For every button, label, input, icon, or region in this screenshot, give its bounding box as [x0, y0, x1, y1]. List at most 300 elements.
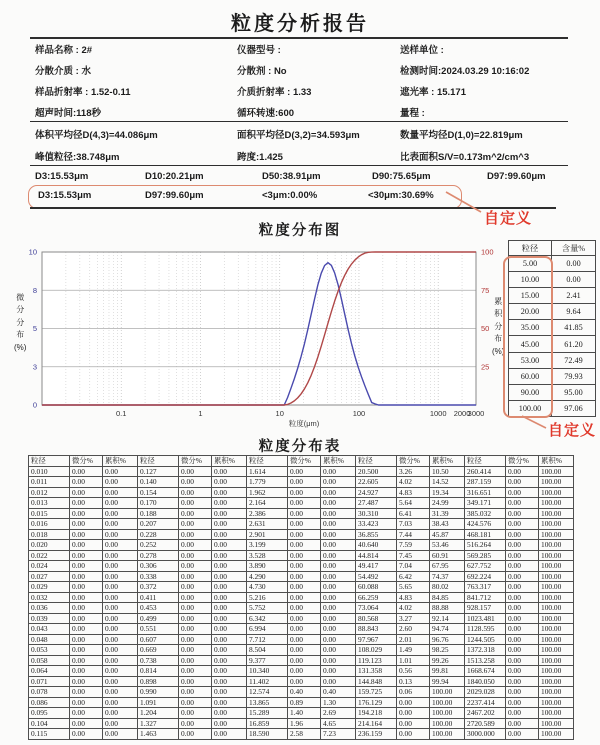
main-table-cell: 0.00	[70, 697, 103, 708]
main-table-cell: 60.91	[430, 550, 465, 561]
main-table-cell: 22.605	[356, 477, 397, 488]
custom-percentile-value: <3μm:0.00%	[262, 190, 318, 201]
main-table-cell: 0.00	[506, 634, 539, 645]
main-table-cell: 0.00	[179, 487, 212, 498]
main-table-row	[29, 561, 574, 572]
info-field: 循环转速:600	[237, 108, 295, 119]
axis-label-char: 分	[494, 321, 503, 331]
main-table-cell: 0.00	[70, 498, 103, 509]
main-table-cell: 0.00	[70, 529, 103, 540]
main-table-cell: 0.00	[179, 561, 212, 572]
info-field: 量程 :	[400, 108, 425, 119]
side-table-highlight-box	[503, 256, 553, 418]
main-table-cell: 53.46	[430, 540, 465, 551]
main-table-row	[29, 687, 574, 698]
main-table-cell: 0.338	[138, 571, 179, 582]
main-table-cell: 0.00	[179, 718, 212, 729]
side-table-cell: 9.64	[552, 304, 596, 320]
side-table-cell: 45.00	[509, 336, 552, 352]
main-table-cell: 385.032	[465, 508, 506, 519]
main-table-cell: 0.00	[288, 540, 321, 551]
main-table-cell: 0.00	[506, 540, 539, 551]
main-table-cell: 1513.258	[465, 655, 506, 666]
main-table-cell: 0.00	[288, 487, 321, 498]
divider	[30, 37, 568, 39]
right-tick-label: 50	[481, 324, 490, 334]
main-table-cell: 0.00	[179, 624, 212, 635]
main-table-cell: 0.064	[29, 666, 70, 677]
main-table-cell: 100.00	[539, 624, 574, 635]
main-table-cell: 0.00	[103, 613, 138, 624]
main-table-row	[29, 477, 574, 488]
main-table-cell: 0.00	[70, 655, 103, 666]
main-table-cell: 0.00	[179, 498, 212, 509]
side-table-cell: 0.00	[552, 256, 596, 272]
main-table-cell: 0.00	[506, 687, 539, 698]
main-table-cell: 0.814	[138, 666, 179, 677]
main-table-cell: 0.00	[321, 487, 356, 498]
main-table-cell: 66.259	[356, 592, 397, 603]
main-table-cell: 0.00	[70, 519, 103, 530]
main-table-row	[29, 498, 574, 509]
main-table-cell: 0.00	[506, 550, 539, 561]
custom-percentile-value: <30μm:30.69%	[368, 190, 434, 201]
main-table-cell: 0.00	[288, 613, 321, 624]
main-table-cell: 1.96	[288, 718, 321, 729]
main-table-cell: 0.00	[506, 582, 539, 593]
main-table-cell: 0.00	[179, 519, 212, 530]
main-table-cell: 0.00	[103, 540, 138, 551]
main-table-cell: 0.00	[506, 519, 539, 530]
main-table-cell: 0.00	[288, 466, 321, 477]
main-table-cell: 0.039	[29, 613, 70, 624]
main-table-cell: 0.00	[103, 666, 138, 677]
x-tick-label: 3000	[467, 409, 485, 418]
axis-label-char: 布	[16, 330, 25, 340]
main-table-cell: 0.013	[29, 498, 70, 509]
main-table-cell: 0.115	[29, 729, 70, 740]
main-table-cell: 763.317	[465, 582, 506, 593]
main-table-cell: 0.00	[506, 561, 539, 572]
main-table-cell: 0.499	[138, 613, 179, 624]
main-table-cell: 0.00	[70, 718, 103, 729]
main-table-cell: 0.00	[103, 529, 138, 540]
main-table-cell: 0.00	[212, 561, 247, 572]
percentile-value: D10:20.21μm	[145, 171, 204, 182]
x-tick-label: 0.1	[116, 409, 127, 418]
main-table-cell: 0.00	[212, 529, 247, 540]
main-table-cell: 4.83	[397, 487, 430, 498]
main-table-cell: 0.00	[103, 676, 138, 687]
main-table-cell: 2.01	[397, 634, 430, 645]
main-table-cell: 0.00	[288, 519, 321, 530]
main-table-cell: 0.00	[288, 624, 321, 635]
main-table-cell: 92.14	[430, 613, 465, 624]
main-table-cell: 0.00	[179, 466, 212, 477]
axis-label-char: 累	[494, 297, 503, 306]
main-table-cell: 3.26	[397, 466, 430, 477]
main-table-cell: 88.88	[430, 603, 465, 614]
main-table-cell: 74.37	[430, 571, 465, 582]
main-table-cell: 692.224	[465, 571, 506, 582]
main-table-cell: 0.078	[29, 687, 70, 698]
main-table-cell: 99.94	[430, 676, 465, 687]
main-table-cell: 0.898	[138, 676, 179, 687]
main-table-cell: 0.00	[288, 666, 321, 677]
main-table-cell: 96.76	[430, 634, 465, 645]
main-table-cell: 0.00	[397, 708, 430, 719]
main-table-cell: 0.00	[212, 624, 247, 635]
side-table-cell: 5.00	[509, 256, 552, 272]
main-table-cell: 5.65	[397, 582, 430, 593]
main-table-cell: 0.00	[103, 571, 138, 582]
side-table-cell: 61.20	[552, 336, 596, 352]
main-table-cell: 60.088	[356, 582, 397, 593]
main-table-cell: 0.00	[103, 718, 138, 729]
main-table-cell: 0.00	[288, 529, 321, 540]
percentile-row	[35, 171, 575, 185]
main-table-cell: 11.402	[247, 676, 288, 687]
main-table-cell: 100.00	[539, 508, 574, 519]
right-tick-label: 75	[481, 285, 490, 295]
main-table-cell: 3.528	[247, 550, 288, 561]
main-table-cell: 0.00	[321, 466, 356, 477]
main-table-cell: 6.41	[397, 508, 430, 519]
main-table-cell: 0.022	[29, 550, 70, 561]
main-table-cell: 1.40	[288, 708, 321, 719]
main-table-cell: 1128.595	[465, 624, 506, 635]
main-table-cell: 88.843	[356, 624, 397, 635]
main-table-cell: 159.725	[356, 687, 397, 698]
main-table-cell: 0.086	[29, 697, 70, 708]
main-table-cell: 0.00	[103, 697, 138, 708]
left-tick-label: 10	[28, 247, 37, 257]
main-table-cell: 100.00	[539, 498, 574, 509]
main-table-cell: 0.00	[179, 666, 212, 677]
main-table-cell: 0.010	[29, 466, 70, 477]
main-table-cell: 0.00	[179, 655, 212, 666]
main-table-header: 累积%	[103, 456, 138, 467]
main-table-cell: 0.053	[29, 645, 70, 656]
main-table-cell: 0.00	[212, 687, 247, 698]
main-table-cell: 0.00	[212, 519, 247, 530]
main-table-cell: 94.74	[430, 624, 465, 635]
info-field: 检测时间:2024.03.29 10:16:02	[400, 66, 530, 77]
main-table-cell: 0.56	[397, 666, 430, 677]
main-table-cell: 7.712	[247, 634, 288, 645]
main-table-cell: 0.012	[29, 487, 70, 498]
main-table-cell: 1.49	[397, 645, 430, 656]
main-table-row	[29, 697, 574, 708]
main-table-cell: 80.568	[356, 613, 397, 624]
main-table-cell: 0.00	[179, 603, 212, 614]
main-table-cell: 18.590	[247, 729, 288, 740]
main-table-cell: 67.95	[430, 561, 465, 572]
main-table-cell: 84.85	[430, 592, 465, 603]
main-table-row	[29, 466, 574, 477]
main-table-cell: 20.500	[356, 466, 397, 477]
main-table-header-row	[29, 456, 574, 467]
stat-field: 跨度:1.425	[237, 152, 283, 163]
main-table-row	[29, 592, 574, 603]
main-table-cell: 4.290	[247, 571, 288, 582]
side-table-cell: 100.00	[509, 400, 552, 416]
main-table-cell: 100.00	[539, 466, 574, 477]
stat-field: 峰值粒径:38.748μm	[35, 152, 120, 163]
main-table-cell: 8.504	[247, 645, 288, 656]
main-table-cell: 0.00	[103, 561, 138, 572]
info-field: 样品名称 : 2#	[35, 45, 93, 56]
main-table-cell: 0.058	[29, 655, 70, 666]
main-table-cell: 0.00	[103, 466, 138, 477]
main-table-cell: 0.104	[29, 718, 70, 729]
main-table-cell: 0.228	[138, 529, 179, 540]
main-table-cell: 7.44	[397, 529, 430, 540]
main-table-cell: 0.032	[29, 592, 70, 603]
main-table-cell: 0.00	[70, 550, 103, 561]
main-table-cell: 100.00	[430, 687, 465, 698]
info-field: 遮光率 : 15.171	[400, 87, 466, 98]
main-table-cell: 33.423	[356, 519, 397, 530]
main-table-row	[29, 508, 574, 519]
main-table-row	[29, 708, 574, 719]
main-table-cell: 468.181	[465, 529, 506, 540]
main-table-row	[29, 676, 574, 687]
main-table-cell: 0.00	[179, 529, 212, 540]
main-table-cell: 0.00	[288, 603, 321, 614]
info-field: 超声时间:118秒	[35, 108, 101, 119]
main-table-cell: 0.00	[321, 508, 356, 519]
main-table-cell: 0.00	[70, 508, 103, 519]
main-table-cell: 100.00	[539, 655, 574, 666]
main-table-cell: 424.576	[465, 519, 506, 530]
main-table-cell: 1.327	[138, 718, 179, 729]
main-table-cell: 131.358	[356, 666, 397, 677]
main-table-cell: 100.00	[539, 592, 574, 603]
main-table-cell: 2720.589	[465, 718, 506, 729]
main-table-cell: 0.00	[506, 529, 539, 540]
page-title: 粒度分析报告	[231, 13, 369, 35]
main-table-cell: 0.00	[288, 634, 321, 645]
main-table-cell: 0.00	[103, 708, 138, 719]
main-table-cell: 100.00	[430, 718, 465, 729]
side-table-cell: 2.41	[552, 288, 596, 304]
main-table-cell: 0.00	[288, 592, 321, 603]
main-table-cell: 54.492	[356, 571, 397, 582]
main-table-cell: 0.020	[29, 540, 70, 551]
main-table-cell: 0.00	[321, 561, 356, 572]
main-table-cell: 0.00	[103, 603, 138, 614]
main-table-cell: 0.00	[179, 582, 212, 593]
side-table-cell: 0.00	[552, 272, 596, 288]
main-table-cell: 287.159	[465, 477, 506, 488]
summary-stats-grid	[35, 127, 570, 163]
main-table-cell: 100.00	[539, 561, 574, 572]
custom-annotation-label: 自定义	[484, 210, 533, 227]
side-table-cell: 15.00	[509, 288, 552, 304]
main-table-cell: 2.58	[288, 729, 321, 740]
main-table-cell: 0.00	[321, 519, 356, 530]
main-table-cell: 0.00	[212, 655, 247, 666]
main-table-cell: 0.13	[397, 676, 430, 687]
main-table-cell: 5.216	[247, 592, 288, 603]
main-table-cell: 0.00	[506, 466, 539, 477]
main-table-cell: 0.00	[103, 508, 138, 519]
main-table-cell: 0.00	[212, 540, 247, 551]
main-table-cell: 0.00	[212, 729, 247, 740]
main-table-row	[29, 613, 574, 624]
main-table-cell: 0.00	[321, 634, 356, 645]
main-table-cell: 4.730	[247, 582, 288, 593]
main-table-cell: 0.00	[506, 655, 539, 666]
axis-label-char: 分	[16, 305, 25, 315]
main-table-cell: 15.289	[247, 708, 288, 719]
main-table-cell: 97.967	[356, 634, 397, 645]
main-table-cell: 0.00	[103, 592, 138, 603]
stat-field: 面积平均径D(3,2)=34.593μm	[237, 130, 360, 141]
main-table-cell: 0.06	[397, 687, 430, 698]
main-table-cell: 0.00	[70, 666, 103, 677]
main-table-cell: 0.029	[29, 582, 70, 593]
main-table-cell: 0.00	[506, 592, 539, 603]
main-table-cell: 0.140	[138, 477, 179, 488]
main-table-cell: 0.00	[506, 666, 539, 677]
main-table-cell: 0.00	[397, 697, 430, 708]
main-table-cell: 0.00	[70, 645, 103, 656]
main-table-row	[29, 571, 574, 582]
main-table-header: 粒径	[465, 456, 506, 467]
main-table-cell: 2.60	[397, 624, 430, 635]
main-table-cell: 144.848	[356, 676, 397, 687]
main-table-cell: 0.00	[506, 477, 539, 488]
main-table-cell: 0.00	[212, 634, 247, 645]
main-table-cell: 0.00	[179, 613, 212, 624]
main-table-cell: 0.00	[103, 582, 138, 593]
main-table-cell: 0.00	[103, 550, 138, 561]
x-tick-label: 100	[352, 409, 366, 418]
main-table-row	[29, 540, 574, 551]
main-table-cell: 100.00	[539, 613, 574, 624]
main-table-cell: 2029.028	[465, 687, 506, 698]
main-table-cell: 0.00	[179, 708, 212, 719]
main-table-row	[29, 624, 574, 635]
main-table-header: 微分%	[179, 456, 212, 467]
main-table-cell: 0.188	[138, 508, 179, 519]
main-table-header: 粒径	[356, 456, 397, 467]
main-table-header: 粒径	[138, 456, 179, 467]
main-table-cell: 2467.202	[465, 708, 506, 719]
main-table-cell: 0.00	[179, 729, 212, 740]
main-table-header: 粒径	[29, 456, 70, 467]
main-table-cell: 4.02	[397, 603, 430, 614]
main-table-cell: 0.00	[506, 613, 539, 624]
main-table-cell: 100.00	[539, 603, 574, 614]
side-table-header-row	[509, 241, 596, 256]
main-table-cell: 16.859	[247, 718, 288, 729]
main-table-cell: 5.752	[247, 603, 288, 614]
main-table-cell: 40.640	[356, 540, 397, 551]
main-table-cell: 0.00	[212, 582, 247, 593]
main-table-cell: 2.901	[247, 529, 288, 540]
main-table-cell: 0.00	[506, 676, 539, 687]
main-table-cell: 7.45	[397, 550, 430, 561]
main-table-cell: 0.00	[103, 634, 138, 645]
main-table-cell: 0.00	[506, 498, 539, 509]
main-table-cell: 100.00	[539, 582, 574, 593]
main-table-cell: 0.00	[212, 550, 247, 561]
main-table-row	[29, 718, 574, 729]
main-table-cell: 0.990	[138, 687, 179, 698]
main-table-header: 微分%	[506, 456, 539, 467]
main-table-cell: 928.157	[465, 603, 506, 614]
main-table-cell: 2.164	[247, 498, 288, 509]
left-tick-label: 8	[32, 285, 37, 295]
main-table-cell: 0.00	[103, 624, 138, 635]
main-table-cell: 0.738	[138, 655, 179, 666]
main-table-cell: 13.865	[247, 697, 288, 708]
side-table-cell: 20.00	[509, 304, 552, 320]
main-table-cell: 0.015	[29, 508, 70, 519]
x-tick-label: 2000	[453, 409, 471, 418]
main-table-cell: 14.52	[430, 477, 465, 488]
custom-percentile-row	[35, 190, 555, 204]
main-table-cell: 5.64	[397, 498, 430, 509]
side-table-cell: 60.00	[509, 368, 552, 384]
main-table-cell: 4.65	[321, 718, 356, 729]
main-table-cell: 0.00	[288, 561, 321, 572]
right-tick-label: 25	[481, 362, 490, 372]
main-table-cell: 100.00	[539, 519, 574, 530]
stat-field: 体积平均径D(4,3)=44.086μm	[35, 130, 158, 141]
main-table-cell: 0.00	[212, 592, 247, 603]
main-table-cell: 1840.050	[465, 676, 506, 687]
percentile-value: D50:38.91μm	[262, 171, 321, 182]
main-table-cell: 0.00	[103, 645, 138, 656]
main-table-cell: 0.00	[212, 666, 247, 677]
main-table-row	[29, 550, 574, 561]
main-table-cell: 0.306	[138, 561, 179, 572]
main-table-cell: 0.00	[103, 477, 138, 488]
main-table-cell: 98.25	[430, 645, 465, 656]
main-table-cell: 100.00	[430, 708, 465, 719]
main-table-cell: 1668.674	[465, 666, 506, 677]
main-table-cell: 0.00	[212, 571, 247, 582]
main-table-cell: 100.00	[539, 729, 574, 740]
main-table-cell: 0.00	[321, 498, 356, 509]
sample-info-grid	[35, 42, 570, 119]
main-table-cell: 0.00	[70, 487, 103, 498]
axis-label-char: 分	[16, 317, 25, 327]
main-table-cell: 0.00	[70, 561, 103, 572]
stat-field: 比表面积S/V=0.173m^2/cm^3	[400, 152, 530, 163]
main-table-cell: 100.00	[539, 529, 574, 540]
left-tick-label: 5	[32, 324, 37, 334]
main-table-cell: 0.00	[288, 508, 321, 519]
main-table-cell: 2.631	[247, 519, 288, 530]
main-table-cell: 100.00	[539, 550, 574, 561]
main-table-cell: 0.011	[29, 477, 70, 488]
main-table-cell: 0.00	[212, 508, 247, 519]
main-table-row	[29, 729, 574, 740]
main-table-cell: 100.00	[539, 708, 574, 719]
main-table-cell: 3.890	[247, 561, 288, 572]
main-table-cell: 24.927	[356, 487, 397, 498]
main-table-cell: 73.064	[356, 603, 397, 614]
left-axis-label	[14, 292, 26, 354]
axis-label-char: (%)	[492, 346, 505, 356]
main-table-cell: 0.00	[70, 687, 103, 698]
main-table-cell: 10.340	[247, 666, 288, 677]
